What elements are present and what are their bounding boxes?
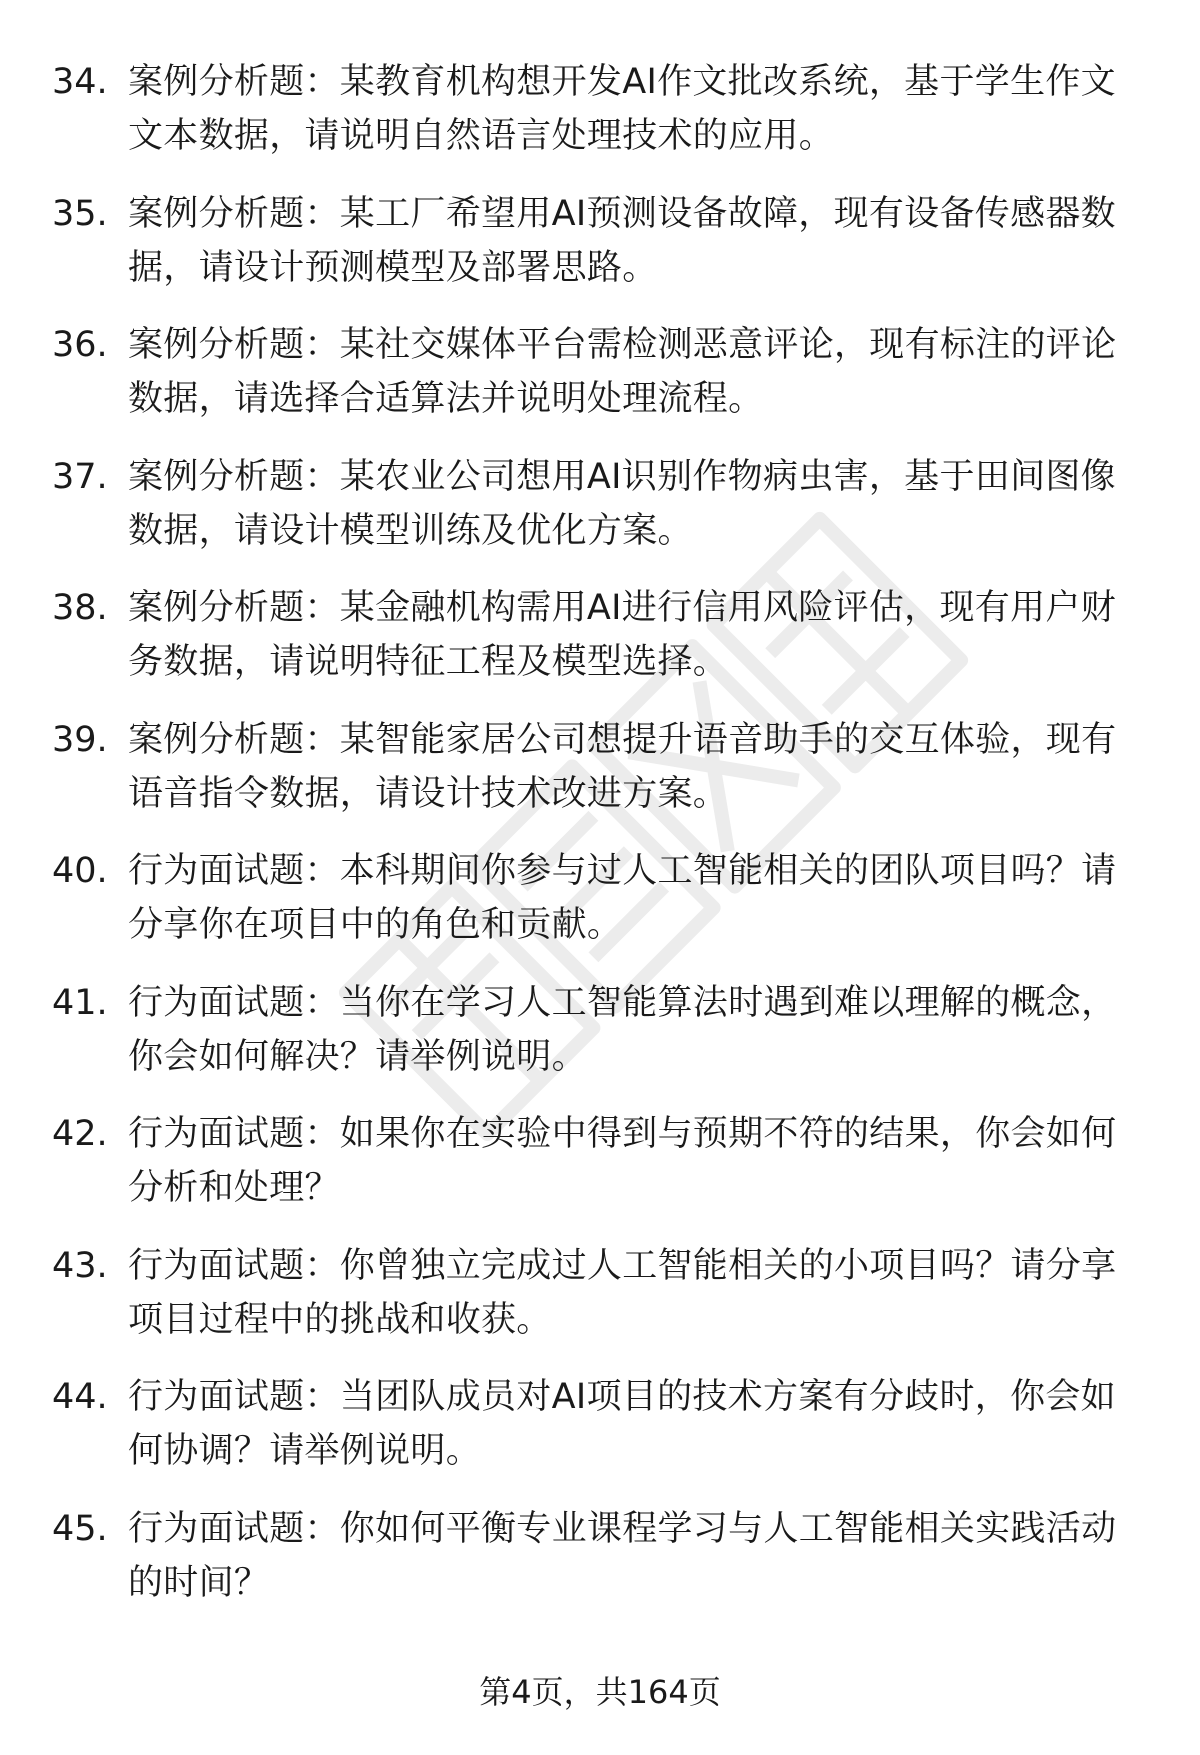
question-text: 案例分析题：某智能家居公司想提升语音助手的交互体验，现有语音指令数据，请设计技术改进方案。 <box>128 719 1117 814</box>
question-number: 44. <box>52 1377 108 1417</box>
question-text: 案例分析题：某教育机构想开发AI作文批改系统，基于学生作文文本数据，请说明自然语言处理技术的应用。 <box>128 62 1116 156</box>
question-item <box>0 976 1200 1108</box>
question-text: 行为面试题：你如何平衡专业课程学习与人工智能相关实践活动的时间？ <box>128 1508 1117 1603</box>
question-item <box>0 318 1200 450</box>
question-number: 38. <box>52 588 108 628</box>
question-text: 行为面试题：当你在学习人工智能算法时遇到难以理解的概念，你会如何解决？请举例说明。 <box>128 982 1117 1077</box>
question-item <box>0 581 1200 713</box>
question-number: 34. <box>52 62 108 102</box>
question-number: 45. <box>52 1508 108 1549</box>
question-text: 行为面试题：本科期间你参与过人工智能相关的团队项目吗？请分享你在项目中的角色和贡献。 <box>128 851 1117 945</box>
question-item <box>0 450 1200 582</box>
question-text: 案例分析题：某工厂希望用AI预测设备故障，现有设备传感器数据，请设计预测模型及部署思路。 <box>128 193 1116 288</box>
question-item <box>0 1370 1200 1502</box>
question-number: 37. <box>52 456 108 497</box>
question-item <box>0 55 1200 187</box>
question-number: 35. <box>52 193 108 234</box>
question-number: 43. <box>52 1245 108 1286</box>
question-number: 41. <box>52 982 108 1023</box>
question-text: 案例分析题：某农业公司想用AI识别作物病虫害，基于田间图像数据，请设计模型训练及优化方案。 <box>128 456 1116 551</box>
question-text: 案例分析题：某社交媒体平台需检测恶意评论，现有标注的评论数据，请选择合适算法并说明处理流程。 <box>128 325 1117 419</box>
question-list <box>0 55 1200 1633</box>
question-item <box>0 1239 1200 1371</box>
question-text: 行为面试题：当团队成员对AI项目的技术方案有分歧时，你会如何协调？请举例说明。 <box>128 1377 1116 1471</box>
question-number: 40. <box>52 851 108 891</box>
question-number: 36. <box>52 325 108 365</box>
question-text: 行为面试题：你曾独立完成过人工智能相关的小项目吗？请分享项目过程中的挑战和收获。 <box>128 1245 1117 1340</box>
question-item <box>0 187 1200 319</box>
question-item <box>0 1107 1200 1239</box>
question-item <box>0 1502 1200 1634</box>
page-footer: 第4页，共164页 <box>479 1673 721 1711</box>
question-number: 39. <box>52 719 108 760</box>
question-number: 42. <box>52 1114 108 1154</box>
question-text: 行为面试题：如果你在实验中得到与预期不符的结果，你会如何分析和处理？ <box>128 1114 1117 1208</box>
question-item <box>0 844 1200 976</box>
question-text: 案例分析题：某金融机构需用AI进行信用风险评估，现有用户财务数据，请说明特征工程及模型选择。 <box>128 588 1116 682</box>
question-item <box>0 713 1200 845</box>
